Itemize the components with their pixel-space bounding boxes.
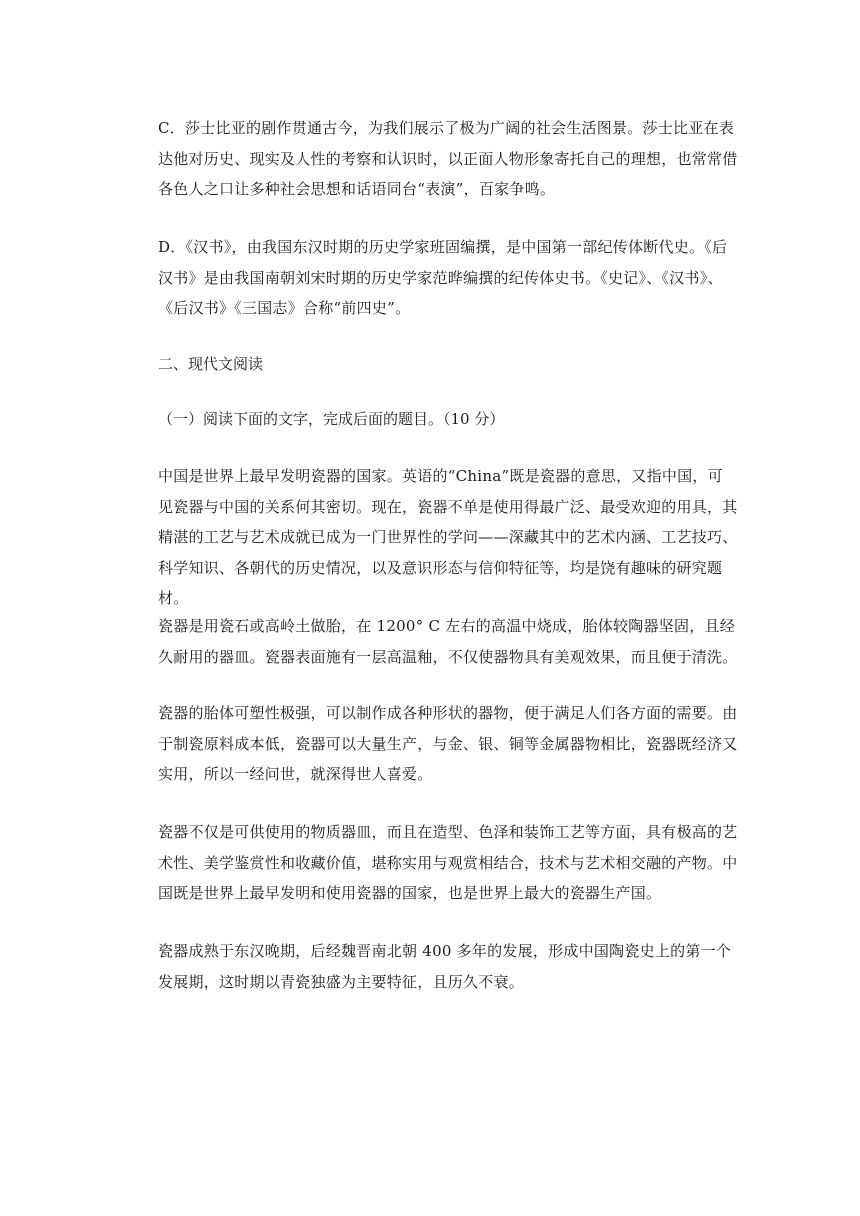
subsection-heading: （一）阅读下面的文字，完成后面的题目。（10 分）: [158, 410, 505, 428]
passage-paragraph-4: 瓷器不仅是可供使用的物质器皿，而且在造型、色泽和装饰工艺等方面，具有极高的艺术性、美学鉴赏性和收藏价值，堪称实用与观赏相结合，技术与艺术相交融的产物。中国既是世界上最早发明和使用瓷器的国家，也是世界上最大的瓷器生产国。: [158, 823, 738, 902]
answer-option-c: C．莎士比亚的剧作贯通古今，为我们展示了极为广阔的社会生活图景。莎士比亚在表达他对历史、现实及人性的考察和认识时，以正面人物形象寄托自己的理想，也常常借各色人之口让多种社会思想和话语同台“表演”，百家争鸣。: [158, 119, 738, 198]
passage-paragraph-2: 瓷器是用瓷石或高岭土做胎，在 1200° C 左右的高温中烧成，胎体较陶器坚固，且经久耐用的器皿。瓷器表面施有一层高温釉，不仅使器物具有美观效果，而且便于清洗。: [158, 617, 738, 666]
section-heading: 二、现代文阅读: [158, 355, 264, 373]
passage-paragraph-5: 瓷器成熟于东汉晚期，后经魏晋南北朝 400 多年的发展，形成中国陶瓷史上的第一个发展期，这时期以青瓷独盛为主要特征，且历久不衰。: [158, 942, 732, 991]
passage-paragraph-1: 中国是世界上最早发明瓷器的国家。英语的“China”既是瓷器的意思，又指中国，可见瓷器与中国的关系何其密切。现在，瓷器不单是使用得最广泛、最受欢迎的用具，其精湛的工艺与艺术成就已成为一门世界性的学问——深藏其中的艺术内涵、工艺技巧、科学知识、各朝代的历史情况，以及意识形态与信仰特征等，均是饶有趣味的研究题材。: [158, 467, 738, 607]
passage-paragraph-3: 瓷器的胎体可塑性极强，可以制作成各种形状的器物，便于满足人们各方面的需要。由于制瓷原料成本低，瓷器可以大量生产，与金、银、铜等金属器物相比，瓷器既经济又实用，所以一经问世，就深得世人喜爱。: [158, 704, 738, 783]
answer-option-d: D．《汉书》，由我国东汉时期的历史学家班固编撰，是中国第一部纪传体断代史。《后汉书》是由我国南朝刘宋时期的历史学家范晔编撰的纪传体史书。《史记》、《汉书》、《后汉书》《三国志》合称“前四史”。: [158, 238, 728, 317]
